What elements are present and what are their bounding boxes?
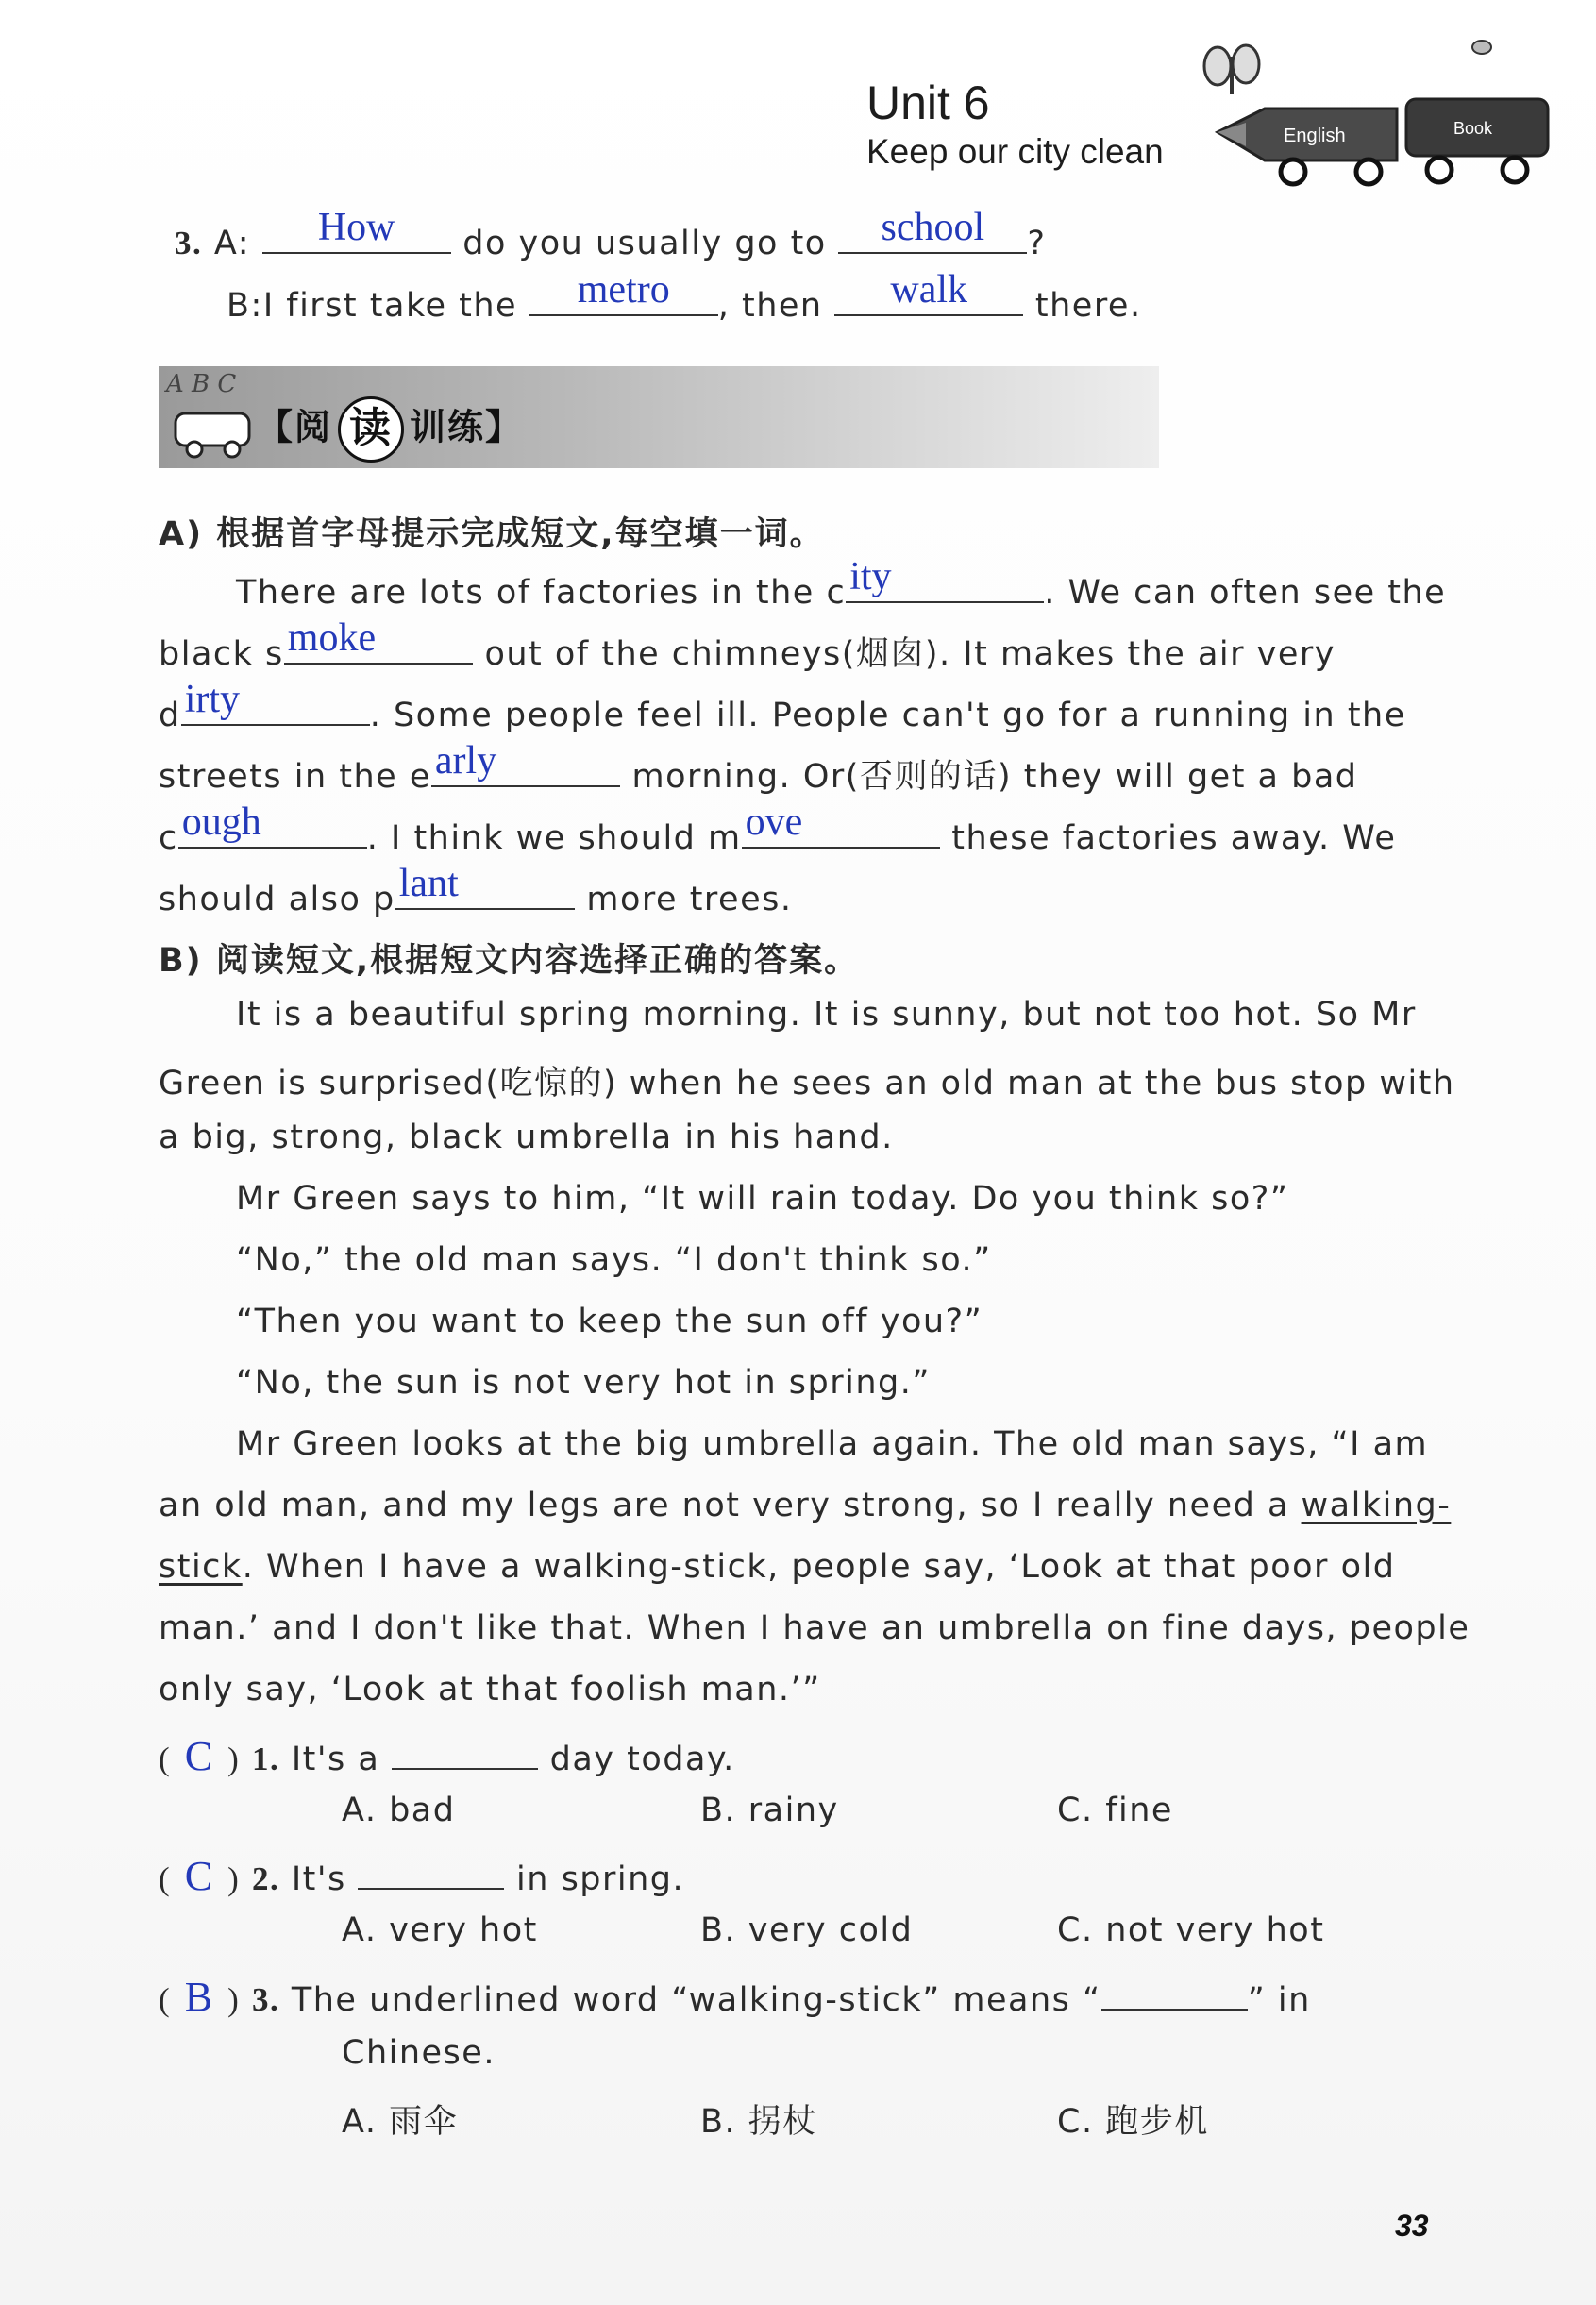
pa-l1-text: There are lots of factories in the (236, 573, 815, 612)
q3-blank-1[interactable] (262, 205, 451, 254)
pa-blank-2[interactable] (284, 616, 473, 665)
question-2 (159, 1852, 684, 1900)
q3c-stem-b: ” in (1247, 1981, 1311, 2019)
pa-blank-1[interactable] (846, 554, 1044, 603)
pa-answer-1: ity (849, 554, 892, 598)
banner-text-close: 训练】 (410, 406, 524, 448)
part-a-line-3 (159, 677, 1406, 734)
pa-answer-6: ove (745, 799, 803, 844)
pa-l2-tail: out of the chimneys(烟囱). It makes the air very (484, 635, 1336, 673)
pa-l6-text: should also (159, 880, 361, 918)
pb-line-7: “No, the sun is not very hot in spring.” (236, 1364, 931, 1402)
butterfly-icon (1204, 45, 1259, 94)
pa-l6-tail: more trees. (586, 880, 793, 918)
part-a-line-6 (159, 861, 793, 918)
q3-b-text-2: , then (717, 286, 823, 325)
q3-answer-1: How (317, 205, 395, 249)
q3-answer-4: walk (890, 267, 968, 311)
pb-line-8: Mr Green looks at the big umbrella again. The old man says, “I am (236, 1425, 1429, 1463)
q1-stem-b: day today. (549, 1741, 735, 1778)
book-car-icon (1406, 99, 1548, 182)
q3-blank-3[interactable] (529, 267, 718, 316)
pa-answer-5: ough (181, 799, 261, 844)
q3-b-text-3: there. (1034, 286, 1142, 325)
q1-number: 1. (251, 1741, 280, 1777)
pb-line-6: “Then you want to keep the sun off you?” (236, 1303, 983, 1340)
page-number: 33 (1395, 2209, 1429, 2243)
pa-l5-text: . I think we should (366, 818, 697, 857)
pa-blank-3[interactable] (181, 677, 370, 726)
q1-option-c[interactable]: C. fine (1057, 1792, 1173, 1829)
pb-line-10 (159, 1548, 1395, 1586)
q3c-paren-open: ( (159, 1981, 172, 2018)
q3-line-a (175, 205, 1047, 262)
pa-answer-4: arly (434, 739, 497, 782)
q3-a-end: ? (1027, 224, 1047, 262)
q1-paren-open: ( (159, 1741, 172, 1777)
part-a-line-2 (159, 616, 1336, 675)
pb-l10-underlined: stick (159, 1548, 243, 1586)
q1-option-a[interactable]: A. bad (342, 1792, 456, 1829)
q3-b-prefix: B: (227, 286, 263, 325)
q3-blank-2[interactable] (838, 205, 1027, 254)
q3c-paren-close: ) (227, 1981, 241, 2018)
part-a-line-5 (159, 799, 1397, 857)
q3c-number: 3. (251, 1981, 280, 2018)
pa-blank-4[interactable] (431, 739, 620, 787)
pb-line-4: Mr Green says to him, “It will rain today. Do you think so?” (236, 1180, 1289, 1218)
reading-section-title (257, 396, 523, 463)
banner-abc: A B C (166, 370, 237, 398)
pb-l9-text: an old man, and my legs are not very strong, so I really need a (159, 1487, 1289, 1524)
q3c-blank (1101, 1974, 1248, 2011)
q2-option-a[interactable]: A. very hot (342, 1911, 538, 1949)
pb-line-9 (159, 1487, 1451, 1524)
banner-text-open: 【阅 (257, 406, 333, 448)
pa-answer-2: moke (287, 616, 377, 660)
q3-a-text: do you usually go to (462, 224, 827, 262)
q3-number: 3. (175, 224, 203, 261)
car-label-english: English (1284, 126, 1346, 146)
part-a-instruction: A) 根据首字母提示完成短文,每空填一词。 (159, 515, 825, 553)
pb-l10-text: . When I have a walking-stick, people say, ‘Look at that poor old (242, 1548, 1396, 1586)
q3-answer-3: metro (577, 267, 670, 311)
q3-line-b (227, 267, 1142, 325)
pa-l3-letter: d (159, 696, 181, 734)
question-3 (159, 1973, 1311, 2021)
pencil-car-icon (1218, 109, 1397, 184)
pb-line-1: It is a beautiful spring morning. It is sunny, but not too hot. So Mr (236, 996, 1417, 1034)
q3c-option-c[interactable]: C. 跑步机 (1057, 2103, 1209, 2141)
unit-title: Unit 6 (866, 76, 990, 129)
pb-line-2: Green is surprised(吃惊的) when he sees an old man at the bus stop with (159, 1065, 1455, 1102)
car-illustration (1180, 28, 1576, 198)
pa-l4-text: streets in the (159, 758, 398, 796)
pb-line-12: only say, ‘Look at that foolish man.’” (159, 1671, 821, 1708)
q3c-option-b[interactable]: B. 拐杖 (700, 2103, 817, 2141)
q2-option-c[interactable]: C. not very hot (1057, 1911, 1325, 1949)
q3-b-text-1: I first take the (262, 286, 518, 325)
pa-l1-letter: c (826, 573, 847, 612)
q2-answer[interactable]: C (184, 1853, 214, 1899)
pb-l9-underlined: walking- (1301, 1487, 1452, 1524)
pa-l6-letter: p (373, 880, 395, 918)
pa-l5-tail: these factories away. We (951, 818, 1397, 857)
q3c-stem-c: Chinese. (342, 2034, 496, 2072)
pa-l4-letter: e (409, 758, 431, 796)
q2-paren-close: ) (227, 1860, 241, 1897)
q3-a-prefix: A: (213, 224, 251, 262)
question-1 (159, 1732, 735, 1780)
q3c-option-a[interactable]: A. 雨伞 (342, 2103, 459, 2141)
q2-blank (358, 1853, 504, 1890)
part-a-line-4 (159, 739, 1358, 798)
bee-icon (1472, 41, 1491, 54)
q1-option-b[interactable]: B. rainy (700, 1792, 839, 1829)
pa-l1-tail: . We can often see the (1044, 573, 1447, 612)
q1-answer[interactable]: C (184, 1733, 214, 1779)
unit-subtitle: Keep our city clean (866, 132, 1164, 171)
q1-blank (392, 1733, 538, 1770)
pb-line-11: man.’ and I don't like that. When I have an umbrella on fine days, people (159, 1609, 1470, 1647)
pa-l2-text: black (159, 635, 254, 673)
pa-l5-letter-2: m (708, 818, 742, 857)
q2-stem-b: in spring. (516, 1860, 685, 1898)
q1-paren-close: ) (227, 1741, 241, 1777)
car-label-book: Book (1453, 119, 1493, 138)
part-a-line-1 (236, 554, 1447, 612)
q3-blank-4[interactable] (834, 267, 1023, 316)
banner-circle-char: 读 (338, 396, 404, 463)
q2-paren-open: ( (159, 1860, 172, 1897)
pa-l4-tail: morning. Or(否则的话) they will get a bad (631, 758, 1358, 796)
pa-l5-letter: c (159, 818, 178, 857)
q2-option-b[interactable]: B. very cold (700, 1911, 914, 1949)
q3c-answer[interactable]: B (184, 1974, 214, 2020)
pa-l2-letter: s (265, 635, 284, 673)
q2-stem-a: It's (291, 1860, 346, 1898)
pa-blank-7[interactable] (395, 861, 575, 910)
banner-car-icon (166, 406, 257, 463)
part-b-instruction: B) 阅读短文,根据短文内容选择正确的答案。 (159, 942, 860, 980)
q3-answer-2: school (881, 205, 985, 249)
q3c-stem-a: The underlined word “walking-stick” means “ (291, 1981, 1101, 2019)
pa-answer-7: lant (398, 861, 459, 905)
q1-stem-a: It's a (291, 1741, 380, 1778)
pa-answer-3: irty (184, 677, 241, 721)
pa-blank-5[interactable] (178, 799, 367, 849)
pb-line-3: a big, strong, black umbrella in his hand. (159, 1119, 894, 1156)
pa-blank-6[interactable] (742, 799, 940, 849)
q2-number: 2. (251, 1860, 280, 1897)
pa-l3-tail: . Some people feel ill. People can't go for a running in the (369, 696, 1406, 734)
pb-line-5: “No,” the old man says. “I don't think so.” (236, 1241, 992, 1279)
